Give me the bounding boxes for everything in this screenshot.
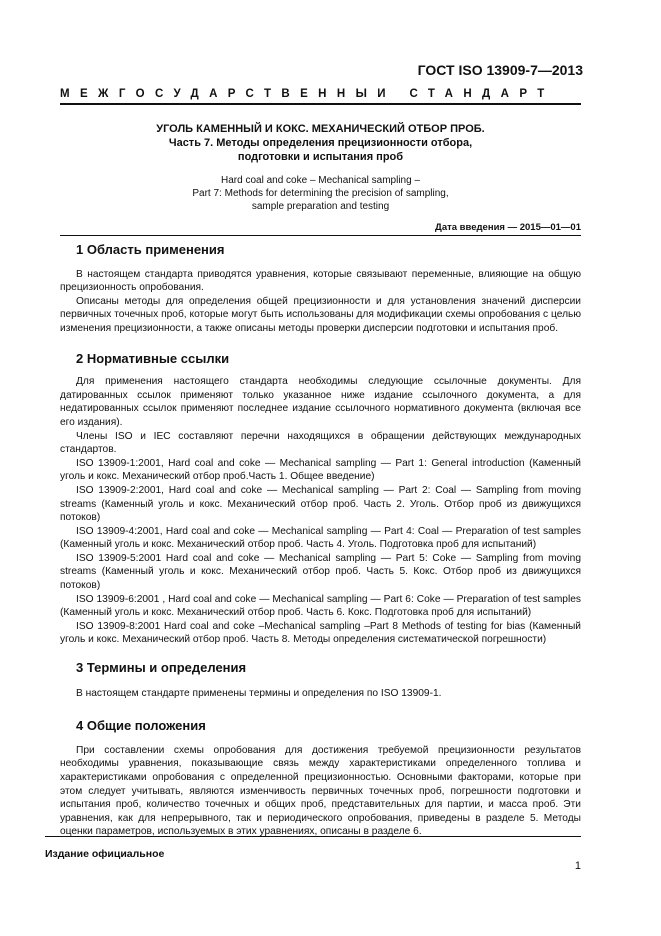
edition-label: Издание официальное	[45, 848, 165, 860]
paragraph: Члены ISO и IEC составляют перечни находящихся в обращении действующих международных стандартов.	[60, 430, 581, 456]
section-heading: 1 Область применения	[76, 242, 225, 257]
title-russian	[60, 122, 581, 164]
reference-item: ISO 13909-8:2001 Hard coal and coke –Mechanical sampling –Part 8 Methods of testing for bias (Каменный уголь и кокс. Механический отбор проб. Часть 8. Методы определения систематической погрешности)	[60, 620, 581, 646]
page-footer	[45, 836, 581, 860]
section-heading: 2 Нормативные ссылки	[76, 350, 230, 366]
section-heading: 4 Общие положения	[76, 718, 206, 734]
section-scope	[60, 243, 581, 336]
title-english	[60, 174, 581, 213]
reference-item: ISO 13909-1:2001, Hard coal and coke — Mechanical sampling — Part 1: General introduction (Каменный уголь и кокс. Механический отбор проб.Часть 1. Общее введение)	[60, 457, 581, 483]
section-terms	[60, 661, 581, 700]
paragraph: При составлении схемы опробования для достижения требуемой прецизионности результатов необходимы уравнения, показывающие связь между характеристиками определенного топлива и характеристиками опробования с определенной прецизионностью. Основными факторами, которые при этом следует учитывать, являются изменчивость первичных точечных проб, погрешности подготовки и испытания проб, количество точечных и общих проб, представительных для партии, и масса проб. Эти уравнения, как для непрерывного, так и периодического опробования, приведены в разделе 5. Методы оценки параметров, используемых в этих уравнениях, описаны в разделе 6.	[60, 744, 581, 838]
paragraph: В настоящем стандарте применены термины и определения по ISO 13909-1.	[76, 687, 442, 699]
page-number: 1	[574, 860, 581, 872]
title-en-line: sample preparation and testing	[251, 201, 390, 212]
document-body	[60, 243, 581, 839]
title-ru-line: подготовки и испытания проб	[237, 151, 404, 163]
introduction-date: Дата введения — 2015—01—01	[60, 222, 581, 236]
reference-item: ISO 13909-6:2001 , Hard coal and coke — Mechanical sampling — Part 6: Coke — Preparation of test samples (Каменный уголь и кокс. Механический отбор проб. Часть 6. Кокс. Подготовка проб для испытаний)	[60, 593, 581, 619]
paragraph: В настоящем стандарта приводятся уравнения, которые связывают переменные, влияющие на общую прецизионность опробования.	[60, 268, 581, 294]
reference-item: ISO 13909-2:2001, Hard coal and coke — Mechanical sampling — Part 2: Coal — Sampling from moving streams (Каменный уголь и кокс. Механический отбор проб. Часть 2. Уголь. Отбор проб из движущихся потоков)	[60, 484, 581, 524]
title-en-line: Hard coal and coke – Mechanical sampling –	[221, 175, 420, 186]
section-normative-references	[60, 352, 581, 647]
title-ru-line: УГОЛЬ КАМЕННЫЙ И КОКС. МЕХАНИЧЕСКИЙ ОТБОР ПРОБ.	[156, 123, 485, 135]
reference-item: ISO 13909-4:2001, Hard coal and coke — Mechanical sampling — Part 4: Coal — Preparation of test samples (Каменный уголь и кокс. Механический отбор проб. Часть 4. Уголь. Подготовка проб для испытаний)	[60, 525, 581, 551]
gost-identifier: ГОСТ ISO 13909-7—2013	[417, 62, 583, 78]
paragraph: Для применения настоящего стандарта необходимы следующие ссылочные документы. Для датированных ссылок применяют только указанное ниже издание ссылочного документа, а для недатированных ссылок применяют последнее издание ссылочного нормативного документа (включая все его издания).	[60, 376, 581, 428]
document-title-block	[60, 122, 581, 213]
title-en-line: Part 7: Methods for determining the precision of sampling,	[192, 188, 449, 199]
paragraph: Описаны методы для определения общей прецизионности и для установления значений дисперсии первичных точечных проб, которые могут быть использованы для модификации схемы опробования с целью изменения прецизионности, а также описаны методы проверки дисперсии подготовки и испытания проб.	[60, 295, 581, 334]
standard-banner: МЕЖГОСУДАРСТВЕННЫЙ СТАНДАРТ	[60, 88, 581, 105]
title-ru-line: Часть 7. Методы определения прецизионности отбора,	[168, 137, 473, 149]
section-heading: 3 Термины и определения	[76, 660, 247, 676]
reference-item: ISO 13909-5:2001 Hard coal and coke — Mechanical sampling — Part 5: Coke — Sampling from moving streams (Каменный уголь и кокс. Механический отбор проб. Часть 5. Кокс. Отбор проб из движущихся потоков)	[60, 552, 581, 592]
section-general	[60, 719, 581, 839]
